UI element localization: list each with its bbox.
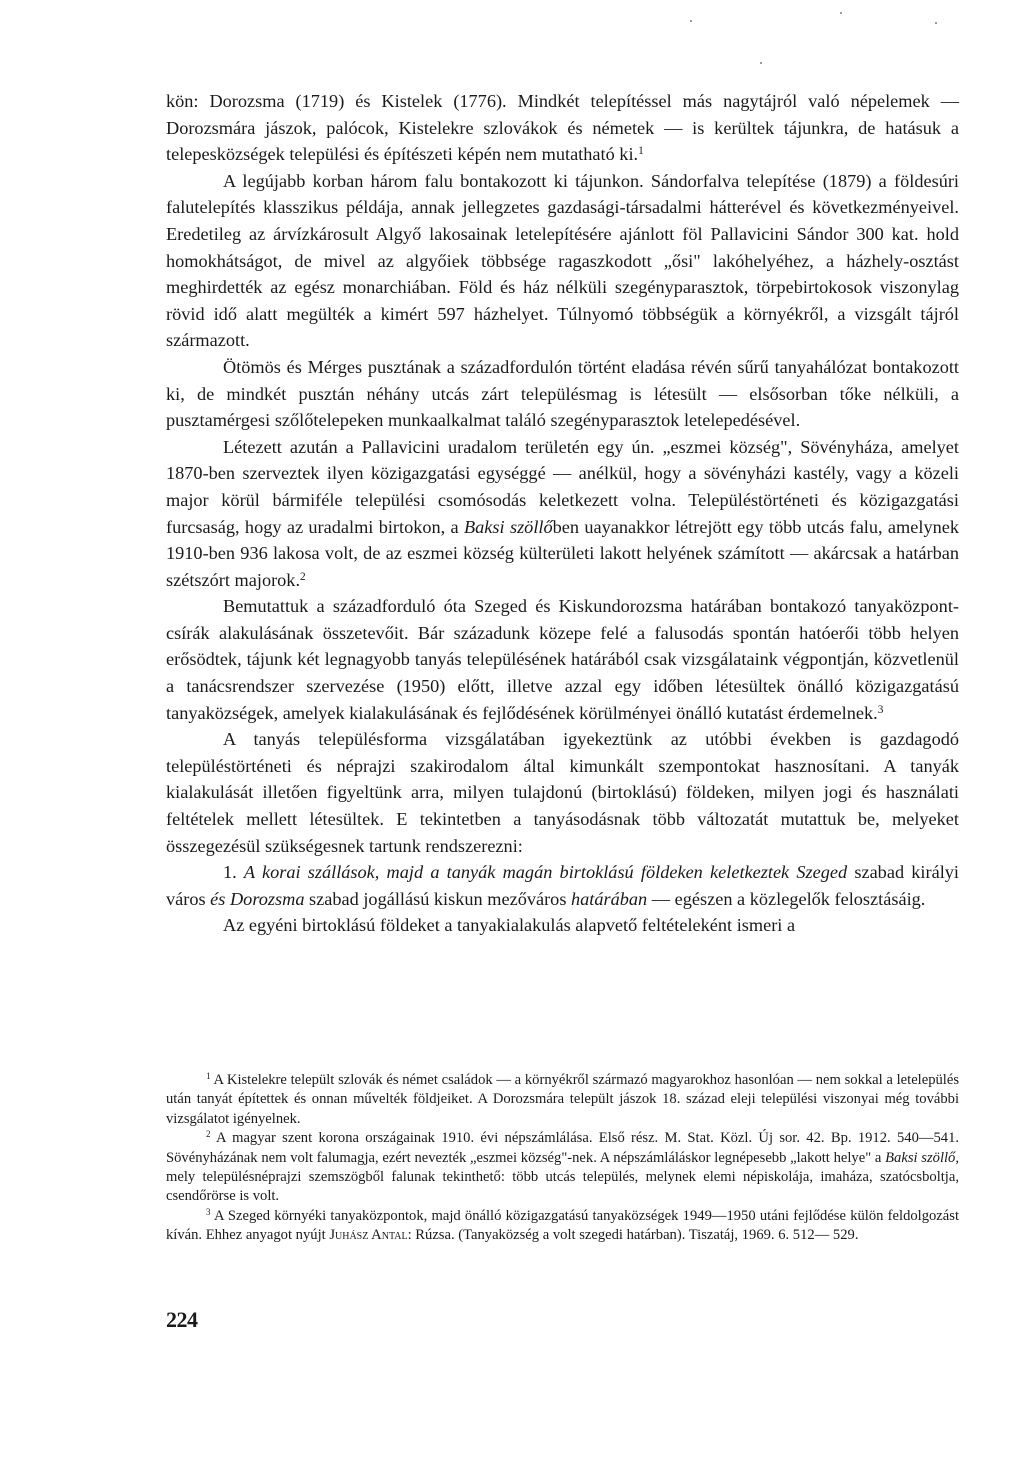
footnotes — [166, 1071, 959, 1246]
scan-speck — [840, 12, 842, 14]
paragraph-5: Bemutattuk a századforduló óta Szeged és Kiskundorozsma határában bontakozó tanyaközpont-csírák alakulásának összetevőit. Bár századunk közepe felé a falusodás spontán hatóerői több helyen erősödtek, tájunk két legnagyobb tanyás településének határából csak vizsgálataink végpontján, közvetlenül a tanácsrendszer szervezése (1950) előtt, illetve azzal egy időben létesültek önálló közigazgatású tanyaközségek, amelyek kialakulásának és fejlődésének körülményei önálló kutatást érdemelnek.$^3$ — [166, 596, 959, 723]
paragraph-3: Ötömös és Mérges pusztának a századfordulón történt eladása révén sűrű tanyahálózat bontakozott ki, de mindkét pusztán néhány utcás zárt településmag is létesült — elsősorban tőke nélküli, a pusztamérgesi szőlőtelepeken munkaalkalmat találó szegényparasztok letelepedésével. — [166, 356, 959, 431]
paragraph-8: Az egyéni birtoklású földeket a tanyakialakulás alapvető feltételeként ismeri a — [223, 915, 796, 936]
paragraph-4: Létezett azután a Pallavicini uradalom területén egy ún. „eszmei község", Sövényháza, amelyet 1870-ben szerveztek ilyen közigazgatási egységgé — anélkül, hogy a sövényházi kastély, vagy a közeli major körül bármiféle települési csomósodás keletkezett volna. Településtörténeti és közigazgatási furcsaság, hogy az uradalmi birtokon, a Baksi szöllőben uayanakkor létrejött egy több utcás falu, amelynek 1910-ben 936 lakosa volt, de az eszmei község külterületi lakott helyének számított — akárcsak a határban szétszórt majorok.$^2$ — [166, 436, 959, 590]
footnote-2: $^2$ A magyar szent korona országainak 1910. évi népszámlálása. Első rész. M. Stat. Közl. Új sor. 42. Bp. 1912. 540—541. Sövényházának nem volt falumagja, ezért nevezték „eszmei község"-nek. A népszámláláskor legnépesebb „lakott helye" a Baksi szöllő, mely településnéprajzi szemszögből falunak tekinthető: több utcás település, melynek elemi népiskolája, imaháza, szatócsboltja, csendőrörse is volt. — [166, 1129, 960, 1205]
footnote-mark: 2 — [206, 1129, 211, 1140]
paragraph-2: A legújabb korban három falu bontakozott ki tájunkon. Sándorfalva telepítése (1879) a földesúri falutelepítés klasszikus példája, annak jellegzetes gazdasági-társadalmi hátterével és következményeivel. Eredetileg az árvízkárosult Algyő lakosainak letelepítésére ajánlott föl Pallavicini Sándor 300 kat. hold homokhátságot, de mivel az algyőiek többsége ragaszkodott „ősi" lakóhelyéhez, a házhely-osztást meghirdették az egész monarchiában. Föld és ház nélküli szegényparasztok, törpebirtokosok viszonylag rövid idő alatt megülték a kimért 597 házhelyet. Túlnyomó többségük a környékről, a vizsgált tájról származott. — [166, 170, 959, 351]
scan-speck — [935, 22, 937, 24]
page-body — [166, 88, 959, 939]
place-name: Baksi szöllő — [464, 516, 553, 537]
page-number: 224 — [166, 1307, 198, 1332]
footnote-1: $^1$ A Kistelekre települt szlovák és német családok — a környékről származó magyarokhoz hasonlóan — nem sokkal a letelepülés után tanyát építettek és onnan művelték földjeiket. A Dorozsmára települt jászok 18. század eleji települési viszonyai még további vizsgálatot igényelnek. — [166, 1071, 960, 1127]
footnote-3: $^3$ A Szeged környéki tanyaközpontok, majd önálló közigazgatású tanyaközségek 1949—1950 utáni fejlődése külön feldolgozást kíván. Ehhez anyagot nyújt Juhász Antal: Rúzsa. (Tanyaközség a volt szegedi határban). Tiszatáj, 1969. 6. 512— 529. — [166, 1206, 959, 1244]
footnote-mark: 3 — [206, 1206, 211, 1217]
author-name: Juhász Antal — [329, 1227, 408, 1244]
footnote-ref-3: 3 — [877, 703, 884, 716]
footnote-ref-1: 1 — [638, 144, 644, 157]
paragraph-6: A tanyás településforma vizsgálatában igyekeztünk az utóbbi években is gazdagodó településtörténeti és néprajzi szakirodalom által kimunkált szempontokat hasznosítani. A tanyák kialakulását illetően figyeltünk arra, milyen tulajdonú (birtoklású) földeken, milyen jogi és használati feltételek mellett létesültek. E tekintetben a tanyásodásnak több változatát mutattuk be, melyeket összegezésül szükségesnek tartunk rendszerezni: — [166, 729, 959, 856]
footnote-mark: 1 — [206, 1071, 211, 1082]
scan-speck — [760, 62, 762, 64]
paragraph-1: kön: Dorozsma (1719) és Kistelek (1776). Mindkét telepítéssel más nagytájról való népelemek — Dorozsmára jászok, palócok, Kistelekre szlovákok és németek — is kerültek tájunkra, de hatásuk a telepesközségek települési és építészeti képén nem mutatható ki.$^1$ — [166, 91, 959, 165]
footnote-ref-2: 2 — [300, 570, 306, 583]
paragraph-7: 1. A korai szállások, majd a tanyák magán birtoklású földeken keletkeztek Szeged szabad királyi város és Dorozsma szabad jogállású kiskun mezőváros határában — egészen a közlegelők felosztásáig. — [166, 862, 959, 909]
scan-speck — [690, 20, 692, 22]
